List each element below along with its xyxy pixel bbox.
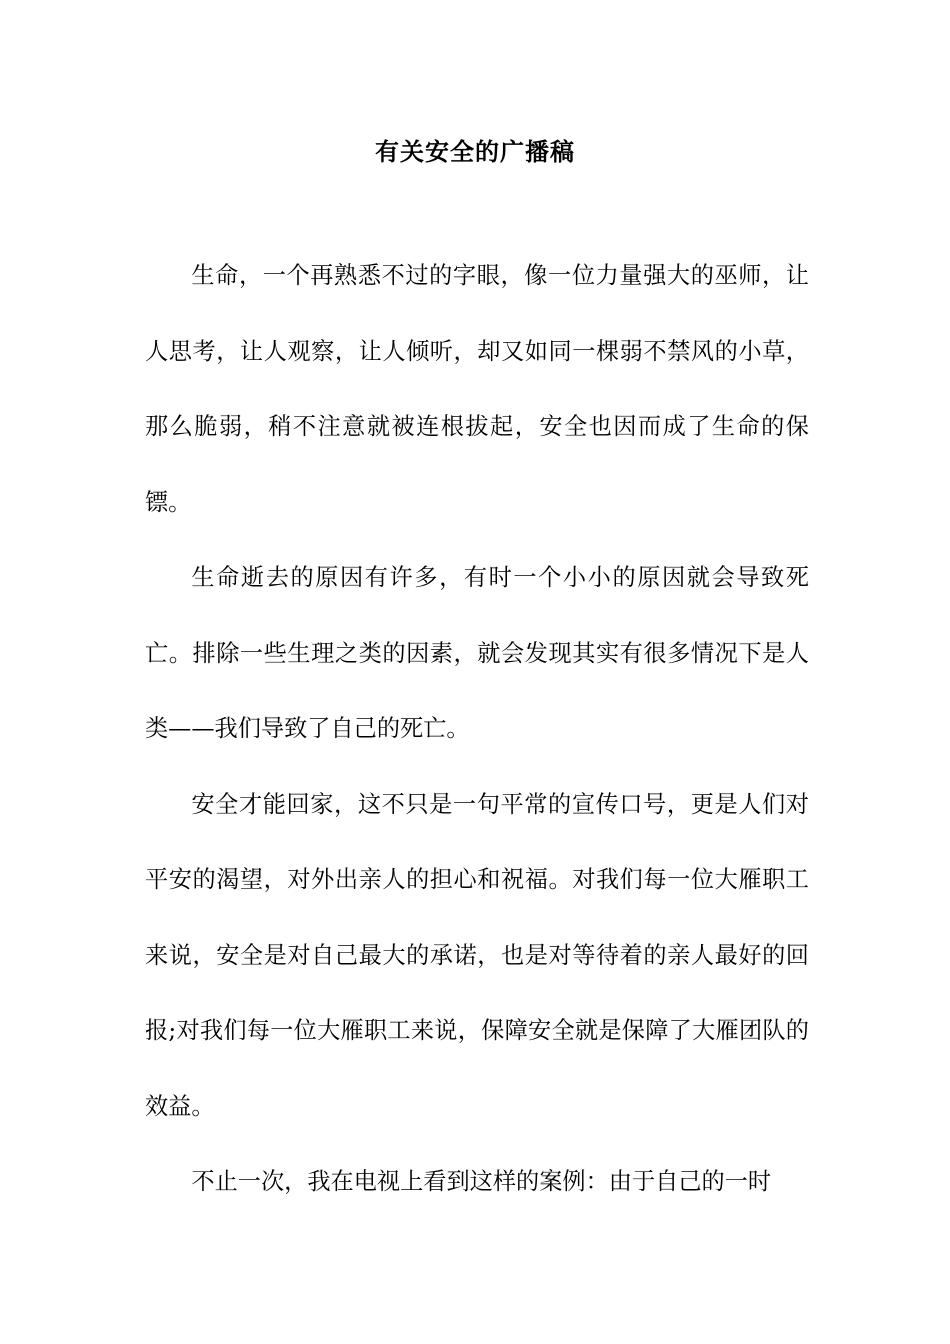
paragraph-4: 不止一次，我在电视上看到这样的案例：由于自己的一时 [191, 1168, 772, 1195]
paragraph-2: 生命逝去的原因有许多，有时一个小小的原因就会导致死亡。排除一些生理之类的因素，就会发现其实有很多情况下是人类——我们导致了自己的死亡。 [145, 564, 809, 742]
document-title: 有关安全的广播稿 [375, 138, 575, 166]
paragraph-1: 生命，一个再熟悉不过的字眼，像一位力量强大的巫师，让人思考，让人观察，让人倾听，却又如同一棵弱不禁风的小草，那么脆弱，稍不注意就被连根拔起，安全也因而成了生命的保镖。 [145, 262, 809, 516]
document-body [145, 238, 809, 1220]
paragraph-3: 安全才能回家，这不只是一句平常的宣传口号，更是人们对平安的渴望，对外出亲人的担心和祝福。对我们每一位大雁职工来说，安全是对自己最大的承诺，也是对等待着的亲人最好的回报;对我们每一位大雁职工来说，保障安全就是保障了大雁团队的效益。 [145, 790, 809, 1120]
